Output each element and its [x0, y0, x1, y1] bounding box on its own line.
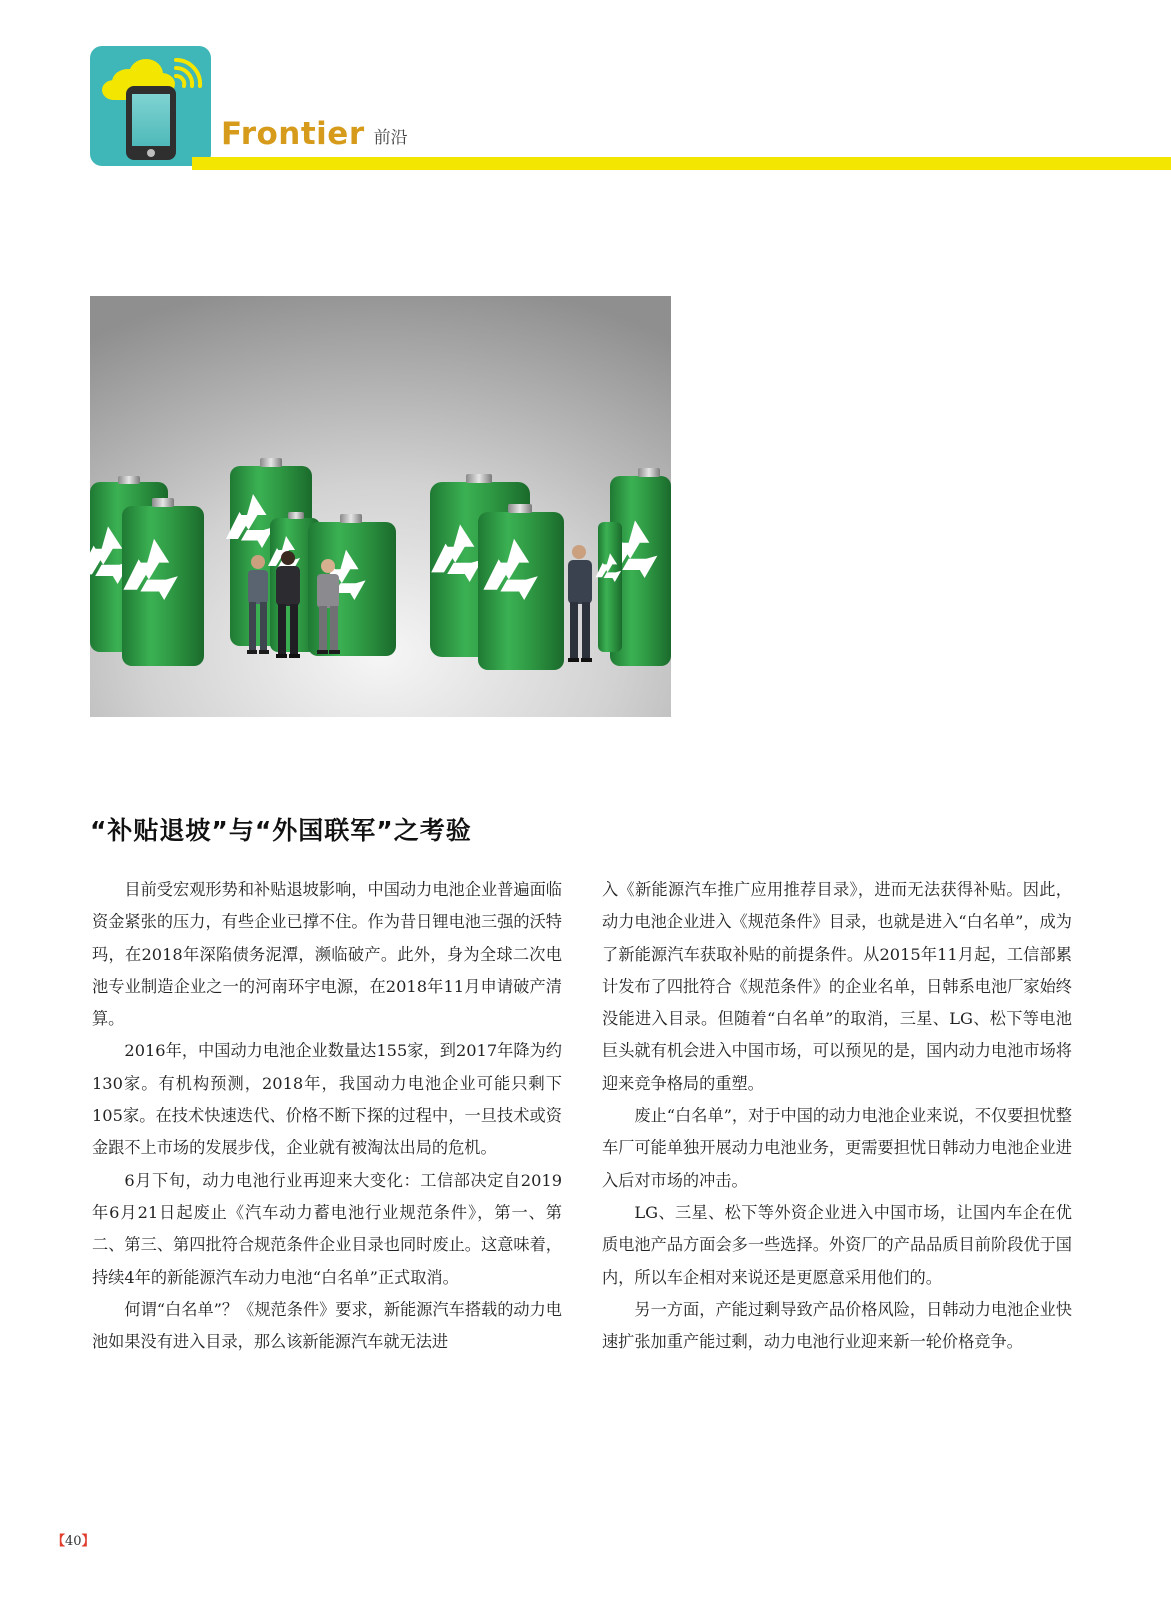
batteries-illustration	[90, 296, 671, 717]
wifi-icon	[176, 60, 200, 86]
paragraph: LG、三星、松下等外资企业进入中国市场，让国内车企在优质电池产品方面会多一些选择。外资厂的产品品质目前阶段优于国内，所以车企相对来说还是更愿意采用他们的。	[602, 1202, 1072, 1287]
smartphone-cloud-wifi-icon	[90, 46, 211, 166]
battery-front-right	[478, 504, 564, 670]
section-logo	[90, 46, 211, 166]
paragraph: 另一方面，产能过剩导致产品价格风险，日韩动力电池企业快速扩张加重产能过剩，动力电池行业迎来新一轮价格竞争。	[602, 1299, 1072, 1352]
paragraph: 6月下旬，动力电池行业再迎来大变化：工信部决定自2019年6月21日起废止《汽车动力蓄电池行业规范条件》，第一、第二、第三、第四批符合规范条件企业目录也同时废止。这意味着，持续4年的新能源汽车动力电池“白名单”正式取消。	[92, 1170, 562, 1287]
header-rule	[192, 157, 1171, 170]
paragraph: 入《新能源汽车推广应用推荐目录》，进而无法获得补贴。因此，动力电池企业进入《规范条件》目录，也就是进入“白名单”，成为了新能源汽车获取补贴的前提条件。从2015年11月起，工信部累计发布了四批符合《规范条件》的企业名单，日韩系电池厂家始终没能进入目录。但随着“白名单”的取消，三星、LG、松下等电池巨头就有机会进入中国市场，可以预见的是，国内动力电池市场将迎来竞争格局的重塑。	[602, 880, 1072, 1093]
smartphone-icon	[126, 86, 176, 160]
page-number-value: 40	[65, 1534, 82, 1549]
article-heading: “补贴退坡”与“外国联军”之考验	[90, 816, 472, 845]
page-bracket-close: 】	[81, 1534, 95, 1549]
section-title-cn: 前沿	[373, 128, 408, 148]
page-bracket-open: 【	[52, 1534, 66, 1549]
paragraph: 2016年，中国动力电池企业数量达155家，到2017年降为约130家。有机构预测，2018年，我国动力电池企业可能只剩下105家。在技术快速迭代、价格不断下探的过程中，一旦技术或资金跟不上市场的发展步伐，企业就有被淘汰出局的危机。	[92, 1041, 562, 1158]
article-column-left	[92, 874, 562, 1358]
section-title-en: Frontier	[221, 116, 365, 152]
battery-front-far-right	[596, 522, 622, 652]
battery-front-left	[122, 498, 204, 666]
paragraph: 废止“白名单”，对于中国的动力电池企业来说，不仅要担忧整车厂可能单独开展动力电池业务，更需要担忧日韩动力电池企业进入后对市场的冲击。	[602, 1106, 1072, 1190]
page-number	[52, 1533, 95, 1551]
paragraph: 何谓“白名单”？《规范条件》要求，新能源汽车搭载的动力电池如果没有进入目录，那么该新能源汽车就无法进	[92, 1299, 562, 1352]
paragraph: 目前受宏观形势和补贴退坡影响，中国动力电池企业普遍面临资金紧张的压力，有些企业已撑不住。作为昔日锂电池三强的沃特玛，在2018年深陷债务泥潭，濒临破产。此外，身为全球二次电池专业制造企业之一的河南环宇电源，在2018年11月申请破产清算。	[92, 880, 562, 1029]
article-column-right	[602, 874, 1072, 1358]
section-title	[221, 112, 408, 152]
article-photo	[90, 296, 671, 717]
